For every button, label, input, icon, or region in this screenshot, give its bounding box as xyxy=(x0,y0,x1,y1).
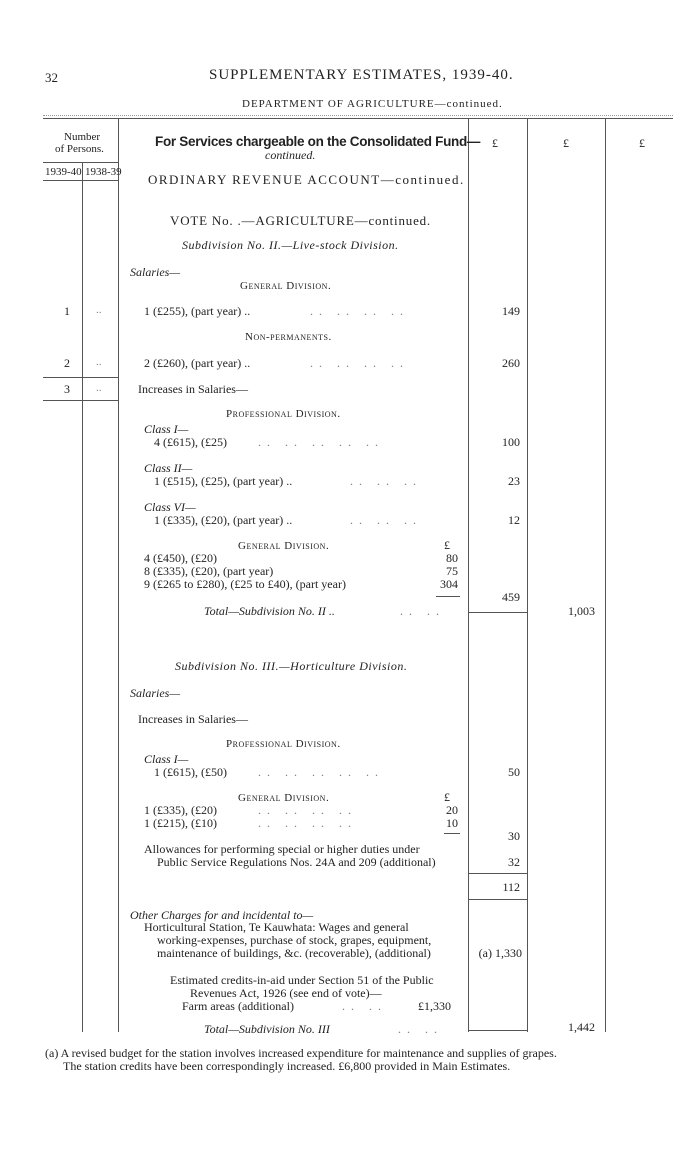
class-2-leaders: .. .. .. xyxy=(350,474,422,488)
class-6-leaders: .. .. .. xyxy=(350,513,422,527)
sub3-salaries-label: Salaries— xyxy=(130,686,181,700)
persons-rule-2 xyxy=(43,400,118,401)
other-charges-line-3: working-expenses, purchase of stock, grapes, equipment, xyxy=(157,933,432,947)
general-division-2-currency: £ xyxy=(444,538,450,552)
sub3-professional-heading: Professional Division. xyxy=(226,738,341,750)
class-1-line: 4 (£615), (£25) xyxy=(154,435,227,449)
allowances-amount: 32 xyxy=(508,855,520,869)
persons-row-1-prev: .. xyxy=(96,304,102,316)
total-subdivision-3-amount: 1,442 xyxy=(568,1020,595,1034)
year-1939-40: 1939-40 xyxy=(45,166,82,178)
total-3-leaders: .. .. xyxy=(398,1022,443,1036)
general-division-2-heading: General Division. xyxy=(238,540,330,552)
sub3-class-1-leaders: .. .. .. .. .. xyxy=(258,765,384,779)
persons-header-line1: Number xyxy=(64,131,101,143)
class-6-amount: 12 xyxy=(508,513,520,527)
other-charges-amount: (a) 1,330 xyxy=(478,946,522,960)
sub3-class-1-label: Class I— xyxy=(144,752,189,766)
gd-line-2: 8 (£335), (£20), (part year) xyxy=(144,564,274,578)
years-rule xyxy=(43,180,118,181)
row-1-leaders: .. .. .. .. xyxy=(310,304,409,318)
row-2-amount: 260 xyxy=(502,356,520,370)
class-2-amount: 23 xyxy=(508,474,520,488)
page-title: SUPPLEMENTARY ESTIMATES, 1939-40. xyxy=(209,67,514,83)
header-rule xyxy=(43,115,673,116)
sub3-gd-amount-1: 20 xyxy=(446,803,458,817)
sub3-general-division-heading: General Division. xyxy=(238,792,330,804)
column-rule-text xyxy=(118,118,119,1032)
sub3-class-1-line: 1 (£615), (£50) xyxy=(154,765,227,779)
persons-row-3-prev: .. xyxy=(96,382,102,394)
persons-row-1: 1 xyxy=(64,304,70,318)
class-2-line: 1 (£515), (£25), (part year) .. xyxy=(154,474,293,488)
general-division-heading: General Division. xyxy=(240,280,332,292)
year-1938-39: 1938-39 xyxy=(85,166,122,178)
account-heading: ORDINARY REVENUE ACCOUNT—continued. xyxy=(148,172,465,187)
salaries-subtotal-rule-top xyxy=(468,873,527,874)
column-rule-persons xyxy=(82,162,83,1032)
class-2-label: Class II— xyxy=(144,461,193,475)
sub3-gd-amount-2: 10 xyxy=(446,816,458,830)
gd-total-amount: 459 xyxy=(502,590,520,604)
allowances-line-1: Allowances for performing special or higher duties under xyxy=(144,842,420,856)
vote-title: VOTE No. .—AGRICULTURE—continued. xyxy=(170,213,431,228)
persons-rule-1 xyxy=(43,377,118,378)
other-charges-line-4: maintenance of buildings, &c. (recoverable), (additional) xyxy=(157,946,431,960)
salaries-subtotal-amount: 112 xyxy=(502,880,520,894)
persons-row-3: 3 xyxy=(64,382,70,396)
sub3-gd-rule xyxy=(444,833,460,834)
subdivision-2-title: Subdivision No. II.—Live-stock Division. xyxy=(182,238,399,252)
class-6-line: 1 (£335), (£20), (part year) .. xyxy=(154,513,293,527)
gd-amount-1: 80 xyxy=(446,551,458,565)
gd-line-1: 4 (£450), (£20) xyxy=(144,551,217,565)
sub3-gd-total: 30 xyxy=(508,829,520,843)
sub3-general-division-currency: £ xyxy=(444,790,450,804)
gd-amount-3: 304 xyxy=(440,577,458,591)
column-rule-amount2 xyxy=(527,118,528,1032)
credits-leaders: .. .. xyxy=(342,999,387,1013)
services-heading-cont: continued. xyxy=(265,148,316,162)
department-heading: DEPARTMENT OF AGRICULTURE—continued. xyxy=(242,98,503,110)
persons-header-rule xyxy=(43,162,118,163)
total-subdivision-2-amount: 1,003 xyxy=(568,604,595,618)
services-heading: For Services chargeable on the Consolidated Fund— xyxy=(155,134,481,149)
credits-line-1: Estimated credits-in-aid under Section 51 of the Public xyxy=(170,973,434,987)
class-1-amount: 100 xyxy=(502,435,520,449)
row-2-leaders: .. .. .. .. xyxy=(310,356,409,370)
total-subdivision-2-label: Total—Subdivision No. II .. xyxy=(204,604,335,618)
non-permanents-heading: Non-permanents. xyxy=(245,331,332,343)
row-2-text: 2 (£260), (part year) .. xyxy=(144,356,251,370)
sub3-increases-label: Increases in Salaries— xyxy=(138,712,248,726)
column-rule-amount1 xyxy=(468,118,469,1032)
other-charges-line-2: Horticultural Station, Te Kauwhata: Wages and general xyxy=(144,920,409,934)
column-rule-amount3 xyxy=(605,118,606,1032)
total-subdivision-3-label: Total—Subdivision No. III xyxy=(204,1022,330,1036)
salaries-subtotal-rule-bottom xyxy=(468,899,527,900)
sub3-gd-line-2: 1 (£215), (£10) xyxy=(144,816,217,830)
pound-header-2: £ xyxy=(563,136,569,150)
row-1-text: 1 (£255), (part year) .. xyxy=(144,304,251,318)
professional-division-heading: Professional Division. xyxy=(226,408,341,420)
salaries-label: Salaries— xyxy=(130,265,181,279)
subdivision-3-title: Subdivision No. III.—Horticulture Division. xyxy=(175,659,408,673)
sub3-class-1-amount: 50 xyxy=(508,765,520,779)
class-1-label: Class I— xyxy=(144,422,189,436)
pound-header-3: £ xyxy=(639,136,645,150)
pound-header-1: £ xyxy=(492,136,498,150)
persons-row-2-prev: .. xyxy=(96,356,102,368)
sub3-gd-line-1: 1 (£335), (£20) xyxy=(144,803,217,817)
sub3-gd-leaders-2: .. .. .. .. xyxy=(258,816,357,830)
total-3-rule xyxy=(468,1030,527,1031)
gd-line-3: 9 (£265 to £280), (£25 to £40), (part year) xyxy=(144,577,346,591)
allowances-line-2: Public Service Regulations Nos. 24A and 209 (additional) xyxy=(157,855,436,869)
class-1-leaders: .. .. .. .. .. xyxy=(258,435,384,449)
persons-row-2: 2 xyxy=(64,356,70,370)
other-charges-label: Other Charges for and incidental to— xyxy=(130,908,314,922)
row-1-amount: 149 xyxy=(502,304,520,318)
persons-header-line2: of Persons. xyxy=(55,143,104,155)
total-2-rule xyxy=(468,612,527,613)
footnote-line-1: (a) A revised budget for the station involves increased expenditure for maintenance and supplies of grapes. xyxy=(45,1046,557,1060)
gd-amount-2: 75 xyxy=(446,564,458,578)
class-6-label: Class VI— xyxy=(144,500,196,514)
total-2-leaders: .. .. xyxy=(400,604,445,618)
table-top-rule xyxy=(43,118,673,119)
credits-line-3: Farm areas (additional) xyxy=(182,999,294,1013)
sub3-gd-leaders-1: .. .. .. .. xyxy=(258,803,357,817)
credits-line-2: Revenues Act, 1926 (see end of vote)— xyxy=(190,986,382,1000)
gd-subtotal-rule xyxy=(436,596,460,597)
credits-amount: £1,330 xyxy=(418,999,451,1013)
increases-label: Increases in Salaries— xyxy=(138,382,248,396)
footnote-line-2: The station credits have been correspondingly increased. £6,800 provided in Main Estimates. xyxy=(63,1059,511,1073)
page-number: 32 xyxy=(45,70,58,85)
